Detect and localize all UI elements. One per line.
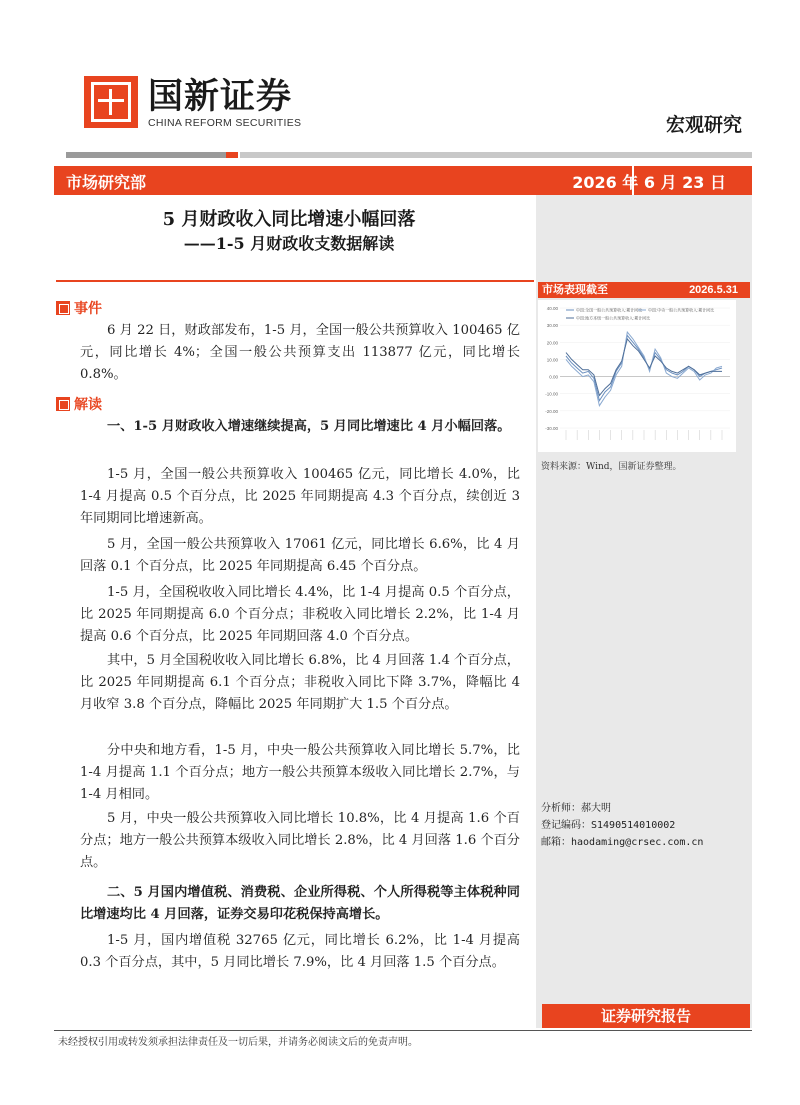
page-title: 5 月财政收入同比增速小幅回落	[162, 209, 416, 230]
company-logo	[84, 76, 304, 132]
logo-mark-icon	[84, 76, 138, 128]
paragraph-4: 其中，5 月全国税收收入同比增长 6.8%，比 4 月回落 1.4 个百分点，比 2025 年同期提高 6.1 个百分点；非税收入同比下降 3.7%，降幅比 4 月收窄 3.8 个百分点，降幅比 2025 年同期扩大 1.5 个百分点。	[80, 653, 520, 712]
paragraph-1: 1-5 月，全国一般公共预算收入 100465 亿元，同比增长 4.0%，比 1-4 月提高 0.5 个百分点，比 2025 年同期提高 4.3 个百分点，续创近 3 年同期同比增速新高。	[80, 467, 520, 526]
y-tick-label: 10.00	[546, 357, 558, 363]
y-tick-label: 30.00	[546, 323, 558, 329]
y-tick-label: 20.00	[546, 340, 558, 346]
analysis-label: 解读	[74, 397, 102, 413]
header-divider-left	[66, 152, 226, 158]
analyst-name: 分析师：郝大明	[541, 803, 611, 814]
chart-title: 市场表现截至	[542, 283, 608, 296]
logo-en-text: CHINA REFORM SECURITIES	[148, 117, 302, 129]
report-label: 证券研究报告	[542, 1004, 750, 1028]
event-paragraph: 6 月 22 日，财政部发布，1-5 月，全国一般公共预算收入 100465 亿元，同比增长 4%；全国一般公共预算支出 113877 亿元，同比增长 0.8%。	[80, 323, 520, 382]
event-heading	[56, 300, 102, 318]
chart-svg	[538, 300, 736, 452]
analyst-info	[541, 800, 703, 851]
section-square-icon	[56, 397, 70, 411]
paragraph-5: 分中央和地方看，1-5 月，中央一般公共预算收入同比增长 5.7%，比 1-4 月提高 1.1 个百分点；地方一般公共预算本级收入同比增长 2.7%，与 1-4 月相同。	[80, 743, 520, 802]
report-type: 宏观研究	[665, 114, 742, 136]
header-divider-accent	[226, 152, 238, 158]
paragraph-6: 5 月，中央一般公共预算收入同比增长 10.8%，比 4 月提高 1.6 个百分点；地方一般公共预算本级收入同比增长 2.8%，比 4 月回落 1.6 个百分点。	[80, 811, 520, 870]
y-tick-label: -10.00	[545, 391, 558, 397]
analyst-email[interactable]: 邮箱：haodaming@crsec.com.cn	[541, 837, 704, 848]
chart-header	[538, 282, 750, 298]
series-line	[566, 335, 722, 400]
report-date: 2026 年 6 月 23 日	[572, 173, 726, 192]
header-divider-right	[240, 152, 752, 158]
y-tick-label: -30.00	[545, 426, 558, 431]
chart-source: 资料来源：Wind，国新证券整理。	[541, 462, 682, 472]
department-name: 市场研究部	[66, 173, 147, 192]
paragraph-2: 5 月，全国一般公共预算收入 17061 亿元，同比增长 6.6%，比 4 月回落 0.1 个百分点，比 2025 年同期提高 6.45 个百分点。	[80, 537, 520, 574]
footer-divider	[54, 1030, 752, 1031]
logo-cn-text: 国新证券	[148, 77, 293, 117]
page-subtitle: ——1-5 月财政收支数据解读	[183, 234, 395, 253]
legend-label: 中国:全国一般公共预算收入:累计同比	[576, 307, 643, 313]
section1-heading: 一、1-5 月财政收入增速继续提高，5 月同比增速比 4 月小幅回落。	[107, 419, 511, 434]
department-bar	[54, 166, 752, 195]
y-tick-label: 0.00	[549, 374, 558, 380]
legend-label: 中国:地方本级一般公共预算收入:累计同比	[576, 315, 651, 321]
y-tick-label: 40.00	[546, 306, 558, 311]
event-label: 事件	[74, 301, 102, 317]
section2-heading: 二、5 月国内增值税、消费税、企业所得税、个人所得税等主体税种同比增速均比 4 月回落，证券交易印花税保持高增长。	[80, 885, 520, 922]
section-square-icon	[56, 301, 70, 315]
series-line	[566, 339, 722, 396]
disclaimer: 未经授权引用或转发须承担法律责任及一切后果，并请务必阅读文后的免责声明。	[58, 1037, 418, 1048]
analyst-reg-no: 登记编码：S1490514010002	[541, 820, 676, 831]
title-divider	[56, 280, 534, 282]
series-line	[566, 332, 722, 406]
paragraph-7: 1-5 月，国内增值税 32765 亿元，同比增长 6.2%，比 1-4 月提高 0.3 个百分点，其中，5 月同比增长 7.9%，比 4 月回落 1.5 个百分点。	[80, 933, 520, 970]
chart-date: 2026.5.31	[689, 284, 738, 296]
y-tick-label: -20.00	[545, 408, 558, 414]
legend-label: 中国:中央一般公共预算收入:累计同比	[648, 307, 715, 313]
market-chart	[538, 300, 736, 452]
paragraph-3: 1-5 月，全国税收收入同比增长 4.4%，比 1-4 月提高 0.5 个百分点，比 2025 年同期提高 6.0 个百分点；非税收入同比增长 2.2%，比 1-4 月提高 0.6 个百分点，比 2025 年同期回落 4.0 个百分点。	[80, 585, 520, 644]
analysis-heading	[56, 396, 102, 414]
